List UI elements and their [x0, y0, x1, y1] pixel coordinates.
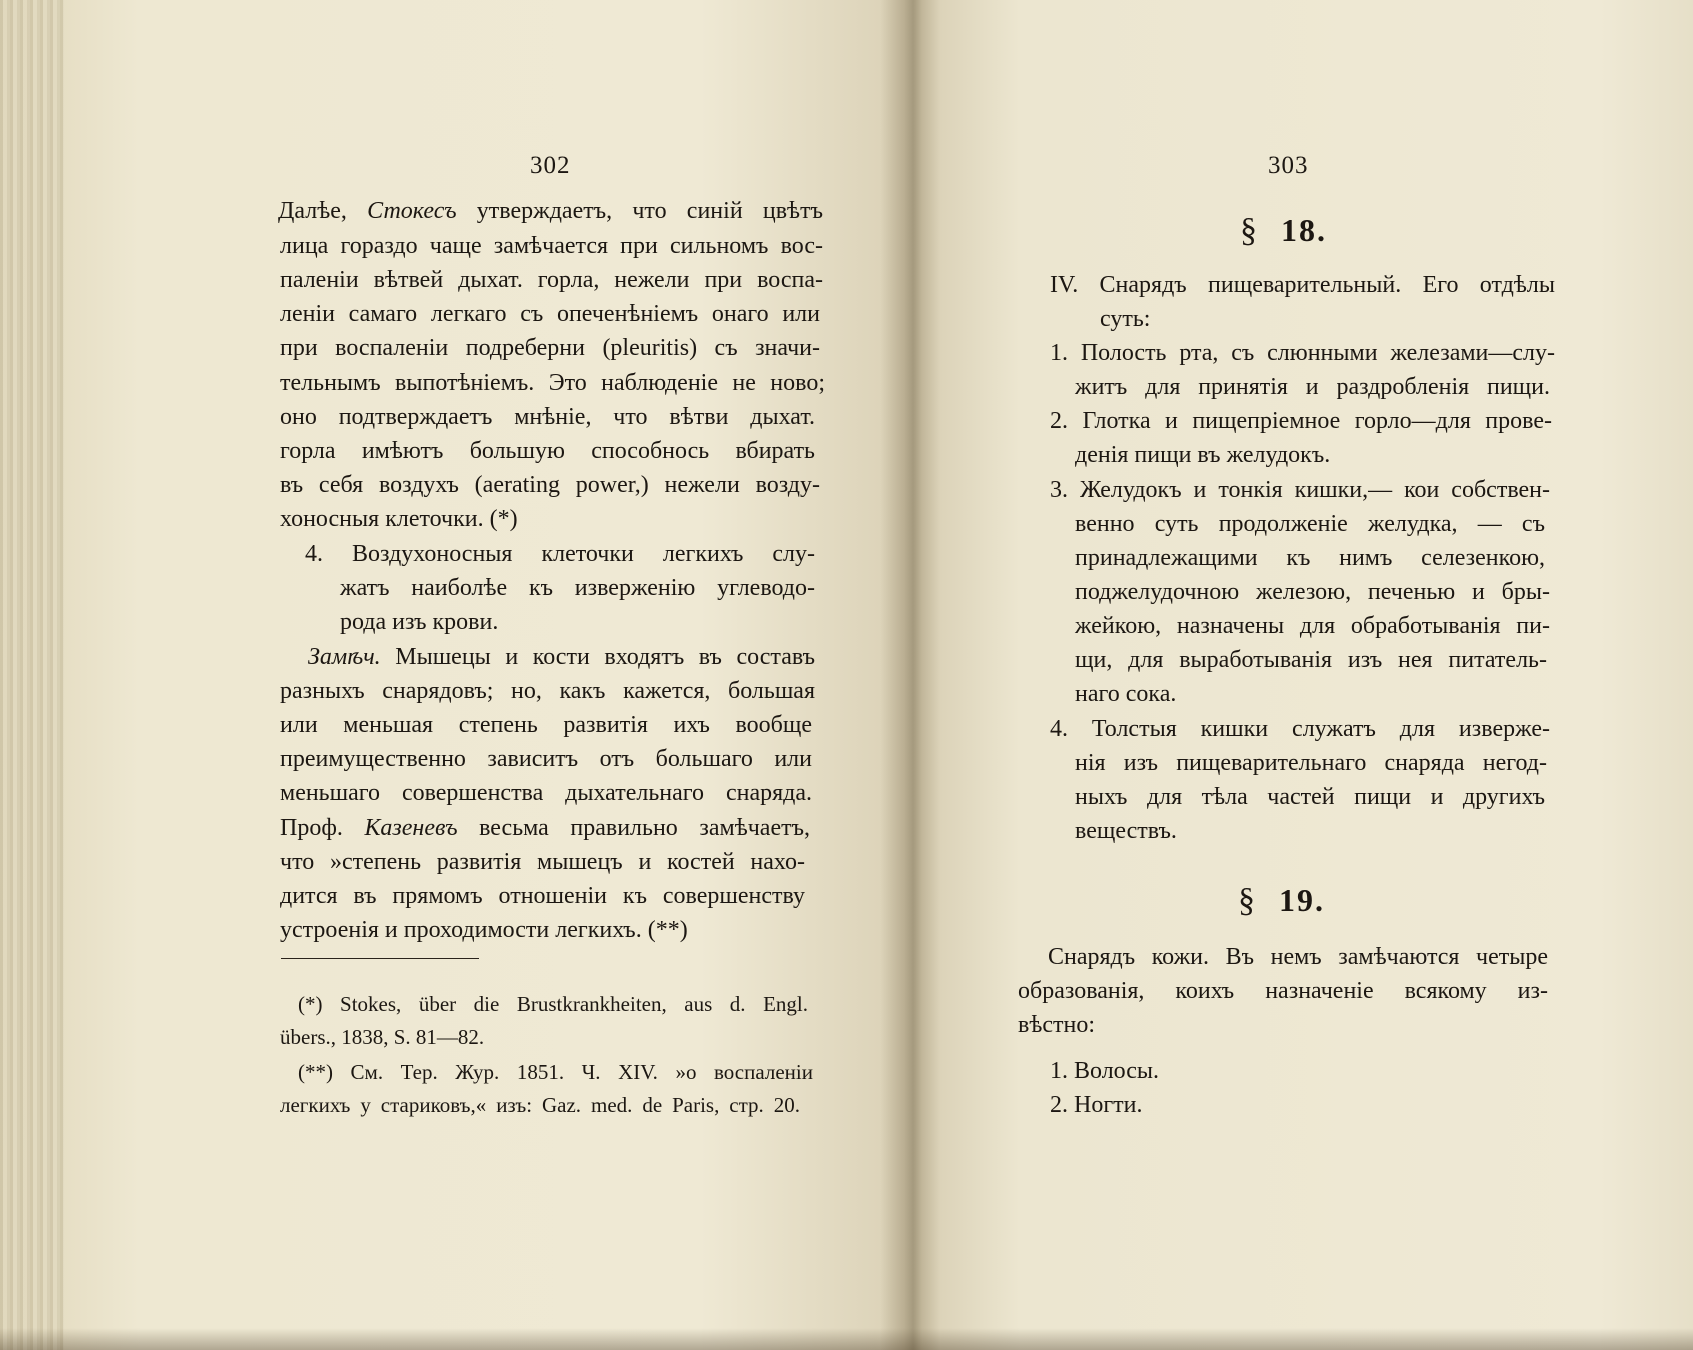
text-line: житъ для принятія и раздробленія пищи.	[1075, 374, 1550, 400]
text-line: венно суть продолженіе желудка, — съ	[1075, 511, 1545, 537]
text-line: вѣстно:	[1018, 1012, 1096, 1038]
text-line: паленіи вѣтвей дыхат. горла, нежели при воспа-	[280, 267, 823, 293]
text-line: или меньшая степень развитія ихъ вообще	[280, 712, 812, 738]
section-18-heading: § 18.	[1240, 212, 1327, 249]
text-line: IV. Снарядъ пищеварительный. Его отдѣлы	[1050, 272, 1555, 298]
bottom-shadow	[0, 1328, 1693, 1350]
text-line: образованія, коихъ назначеніе всякому из-	[1018, 978, 1548, 1004]
text-line: при воспаленіи подреберни (pleuritis) съ значи-	[280, 335, 820, 361]
page-number-left: 302	[530, 152, 571, 179]
text-line: тельнымъ выпотѣніемъ. Это наблюденіе не ново;	[280, 370, 825, 396]
text-line: Замѣч. Мышецы и кости входятъ въ составъ	[308, 644, 815, 670]
text-line: щи, для выработыванія изъ нея питатель-	[1075, 647, 1547, 673]
text-line: жатъ наиболѣе къ изверженію углеводо-	[340, 575, 815, 601]
text-line: устроенія и проходимости легкихъ. (**)	[280, 917, 688, 943]
book-gutter	[880, 0, 940, 1350]
text-line: меньшаго совершенства дыхательнаго снаряда.	[280, 780, 812, 806]
text-line: Проф. Казеневъ весьма правильно замѣчаетъ,	[280, 815, 810, 841]
text-line: что »степень развитія мышецъ и костей нахо-	[280, 849, 805, 875]
text-line: горла имѣютъ большую способнось вбирать	[280, 438, 815, 464]
text-line: преимущественно зависитъ отъ большаго или	[280, 746, 812, 772]
text-line: хоносныя клеточки. (*)	[280, 506, 518, 532]
footnote: (**) См. Тер. Жур. 1851. Ч. XIV. »о воспаленіи	[298, 1060, 813, 1084]
text-line: суть:	[1100, 306, 1151, 332]
footnote: легкихъ у стариковъ,« изъ: Gaz. med. de Paris, стр. 20.	[280, 1093, 800, 1117]
footnote-rule	[281, 958, 479, 959]
text-line: Далѣе, Стокесъ утверждаетъ, что синій цвѣтъ	[278, 198, 823, 224]
text-line: наго сока.	[1075, 681, 1177, 707]
list-item-4: 4. Воздухоносныя клеточки легкихъ слу-	[305, 541, 815, 567]
text-line: рода изъ крови.	[340, 609, 499, 635]
text-line: разныхъ снарядовъ; но, какъ кажется, большая	[280, 678, 815, 704]
text-line: оно подтверждаетъ мнѣніе, что вѣтви дыхат.	[280, 404, 815, 430]
text-line: Снарядъ кожи. Въ немъ замѣчаются четыре	[1048, 944, 1548, 970]
section-19-heading: § 19.	[1238, 882, 1325, 919]
page-number-right: 303	[1268, 152, 1309, 179]
footnote: (*) Stokes, über die Brustkrankheiten, aus d. Engl.	[298, 992, 808, 1016]
text-line: денія пищи въ желудокъ.	[1075, 442, 1331, 468]
list-item-2: 2. Ногти.	[1050, 1092, 1143, 1118]
text-line: леніи самаго легкаго съ опеченѣніемъ онаго или	[280, 301, 820, 327]
text-line: въ себя воздухъ (aerating power,) нежели возду-	[280, 472, 820, 498]
text-line: ныхъ для тѣла частей пищи и другихъ	[1075, 784, 1545, 810]
text-line: дится въ прямомъ отношеніи къ совершенству	[280, 883, 805, 909]
text-line: поджелудочною железою, печенью и бры-	[1075, 579, 1550, 605]
list-item-1: 1. Полость рта, съ слюнными железами—слу-	[1050, 340, 1555, 366]
list-item-4: 4. Толстыя кишки служатъ для изверже-	[1050, 716, 1550, 742]
text-line: лица гораздо чаще замѣчается при сильномъ вос-	[280, 233, 823, 259]
text-line: жейкою, назначены для обработыванія пи-	[1075, 613, 1550, 639]
text-line: нія изъ пищеварительнаго снаряда негод-	[1075, 750, 1547, 776]
page-edges	[0, 0, 64, 1350]
list-item-1: 1. Волосы.	[1050, 1058, 1160, 1084]
list-item-3: 3. Желудокъ и тонкія кишки,— кои собствен-	[1050, 477, 1550, 503]
text-line: веществъ.	[1075, 818, 1177, 844]
list-item-2: 2. Глотка и пищепріемное горло—для прове-	[1050, 408, 1552, 434]
footnote: übers., 1838, S. 81—82.	[280, 1025, 485, 1049]
text-line: принадлежащими къ нимъ селезенкою,	[1075, 545, 1545, 571]
